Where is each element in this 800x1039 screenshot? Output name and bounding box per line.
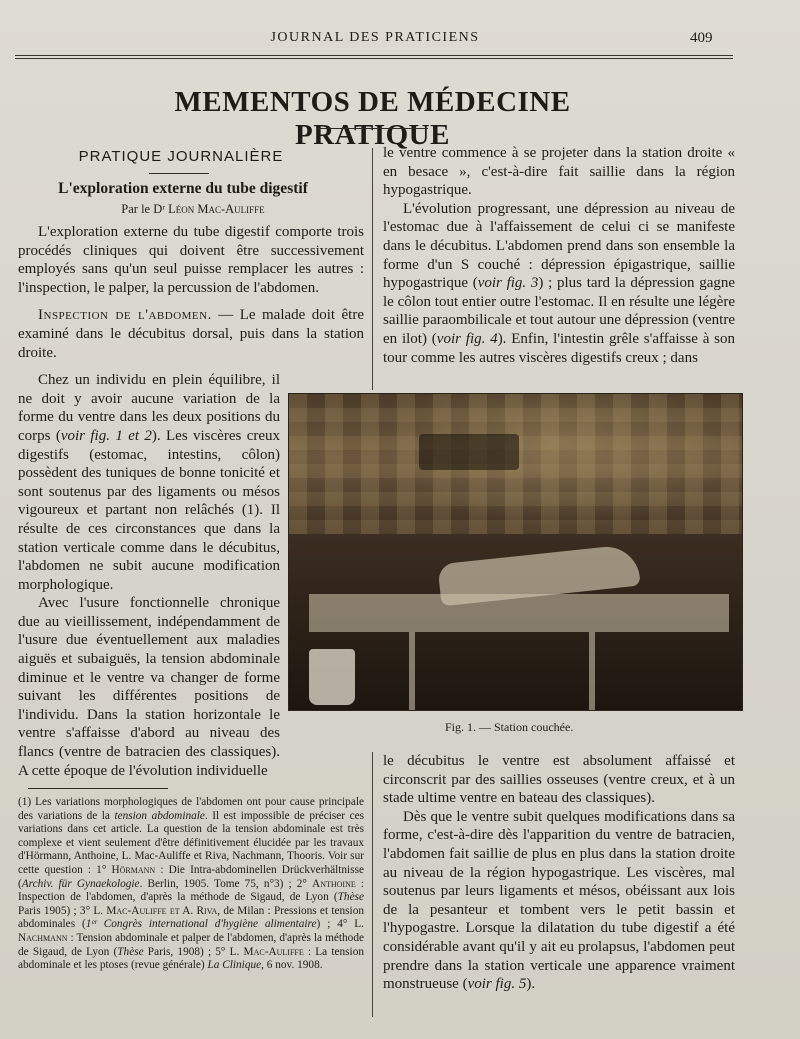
footnote-author: Hörmann — [111, 863, 156, 876]
paragraph-evolution — [383, 200, 735, 367]
figure-caption: Fig. 1. — Station couchée. — [445, 720, 574, 734]
footnote-italic: Thèse — [337, 891, 364, 904]
footnote-text: . Il est impossible de préciser ces variations dans cet article. La question de la tension abdominale est très complexe et vient seulement d'être définitivement élucidée par les travaux d'Hörmann, Anthoine, L. Mac-Auliffe et Riva, Nachmann, Thooris. Voir sur cette question : 1° — [18, 809, 364, 876]
figure-reference: voir fig. 4 — [436, 330, 498, 347]
right-column-lower — [383, 752, 735, 994]
bottles-shelf — [419, 434, 519, 470]
section-title: PRATIQUE JOURNALIÈRE — [78, 148, 284, 165]
figure-reference: voir fig. 3 — [477, 275, 539, 292]
footnote-text: Paris 1905) ; 3° — [18, 904, 94, 917]
photograph-figure-1 — [288, 393, 743, 711]
paragraph-equilibrium — [18, 371, 280, 594]
footnote-text: : La tension abdominale et les ptoses (revue générale) — [18, 945, 364, 972]
paragraph-text: ). Enfin, l'intestin grêle s'affaisse à son tour comme les autres viscères digestifs creux ; dans — [383, 330, 736, 366]
paragraph-text: ). Les viscères creux digestifs (estomac, intestins, côlon) possèdent des tuniques de bonne tonicité et sont soutenus par des ligaments ou mésos vigoureux et partant non relâchés (1). Il résulte de ces circonstances que dans la station verticale comme dans le décubitus, l'abdomen ne subit aucune modification morphologique. — [18, 427, 280, 593]
paragraph-text: L'évolution progressant, une dépression au niveau de l'estomac due à l'affaissement de celui ci se manifeste dans le décubitus. L'abdomen prend dans son ensemble la forme d'un S couché : dépression épigastrique, saillie hypogastrique ( — [383, 200, 735, 292]
paragraph-text: Avec l'usure fonctionnelle chronique due au vieillissement, indépendamment de l'usure due éventuellement aux maladies aiguës et subaiguës, la tension abdominale diminue et le ventre va changer de forme suivant les différentes positions de l'individu. Dans la station horizontale le ventre s'affaisse d'abord au niveau des flancs (ventre de batracien des classiques). A cette époque de l'évolution individuelle — [18, 595, 280, 779]
paragraph-modifications — [383, 808, 735, 994]
subsection-heading: Inspection de l'abdomen. — [38, 307, 212, 324]
basin — [309, 649, 355, 705]
section-rule — [149, 173, 209, 174]
footnote-italic: La Clinique — [207, 959, 262, 972]
footnote-italic: 1ᵉʳ Congrès international d'hygiène alimentaire — [85, 918, 317, 931]
paragraph-text: ) ; plus tard la dépression gagne le côlon tout entier outre l'estomac. Il en résulte une légère saillie paraombilicale et tout autour une dépression (ventre en ilot) ( — [383, 275, 736, 347]
page-title: MEMENTOS DE MÉDECINE PRATIQUE — [174, 86, 571, 151]
column-divider-lower — [372, 752, 373, 1017]
byline — [43, 202, 343, 217]
footnote-italic: tension abdominale — [114, 809, 205, 822]
footnote-author: L. Mac-Auliffe et A. Riva — [93, 904, 218, 917]
paragraph-text: Chez un individu en plein équilibre, il ne doit y avoir aucune variation de la forme du ventre dans les deux positions du corps ( — [18, 372, 280, 444]
figure-reference: voir fig. 1 et 2 — [60, 427, 152, 444]
paragraph-continued: le ventre commence à se projeter dans la station droite « en besace », c'est-à-dire fait saillie dans la région hypogastrique. — [383, 145, 735, 199]
examination-table — [309, 594, 729, 632]
footnote-rule — [28, 788, 168, 789]
right-column — [383, 144, 735, 367]
footnote-text: . Berlin, 1905. Tome 75, n°3) ; 2° — [139, 877, 313, 890]
footnote-text: (1) Les variations morphologiques de l'abdomen ont pour cause principale des variations de la — [18, 796, 364, 822]
page-number: 409 — [690, 30, 713, 46]
paragraph-text: — Le malade doit être examiné dans le décubitus dorsal, puis dans la station droite. — [18, 307, 364, 361]
paragraph: L'exploration externe du tube digestif comporte trois procédés cliniques qui doivent être successivement employés sans qu'un seul puisse remplacer les autres : l'inspection, le palper, la percussion de l'abdomen. — [18, 224, 364, 296]
paragraph-inspection — [18, 306, 364, 362]
author-name: Léon Mac-Auliffe — [168, 202, 265, 216]
paragraph-text: ). — [526, 976, 536, 993]
table-leg — [589, 632, 595, 711]
column-divider — [372, 148, 373, 390]
paragraph-text: Dès que le ventre subit quelques modifications dans sa forme, c'est-à-dire dès l'apparition du ventre de batracien, l'abdomen fait saillie de plus en plus dans la station droite au niveau de la région hypogastrique. Les viscères, mal soutenus par leurs ligaments et mésos, obéissant aux lois de la pesanteur et tombent vers le petit bassin et l'hypogastre. Lorsque la dilatation du tube digestif a été considérable avant qu'il y ait eu prolapsus, l'abdomen peut prendre dans la station verticale une apparence vraiment monstrueuse ( — [383, 808, 735, 993]
title-rule — [318, 128, 428, 129]
figure-reference: voir fig. 5 — [467, 976, 527, 993]
header-rule-thin — [15, 58, 733, 59]
footnote-author: L. Mac-Auliffe — [229, 945, 304, 958]
running-head: JOURNAL DES PRATICIENS — [270, 30, 480, 45]
table-leg — [409, 632, 415, 711]
footnote-text: : Tension abdominale et palper de l'abdomen, d'après la méthode de Sigaud, de Lyon ( — [18, 931, 364, 958]
footnote-author: Anthoine — [312, 877, 356, 890]
footnote-text: , 6 nov. 1908. — [261, 959, 323, 972]
footnote-italic: Archiv. für Gynaekologie — [21, 877, 140, 890]
footnote-text: : Die Intra-abdominellen Drückverhältnisse ( — [18, 863, 364, 890]
footnote-author: L. Nachmann — [18, 918, 364, 944]
footnote-text: Paris, 1908) ; 5° — [143, 945, 230, 958]
footnote-text: : Inspection de l'abdomen, d'après la méthode de Sigaud, de Lyon ( — [18, 877, 364, 904]
paragraph-decubitus: le décubitus le ventre est absolument affaissé et circonscrit par des saillies osseuses (ventre creux, et à un stade ultime ventre en bateau des classiques). — [383, 753, 735, 807]
footnote — [18, 796, 364, 973]
header-rule — [15, 55, 733, 56]
footnote-text: ) ; 4° — [316, 918, 355, 931]
article-title: L'exploration externe du tube digestif — [58, 180, 308, 197]
byline-prefix: Par le Dʳ — [121, 202, 165, 216]
footnote-text: , de Milan : Pressions et tension abdominales ( — [18, 904, 364, 931]
footnote-italic: Thèse — [117, 945, 144, 958]
paragraph-aging — [18, 594, 280, 780]
